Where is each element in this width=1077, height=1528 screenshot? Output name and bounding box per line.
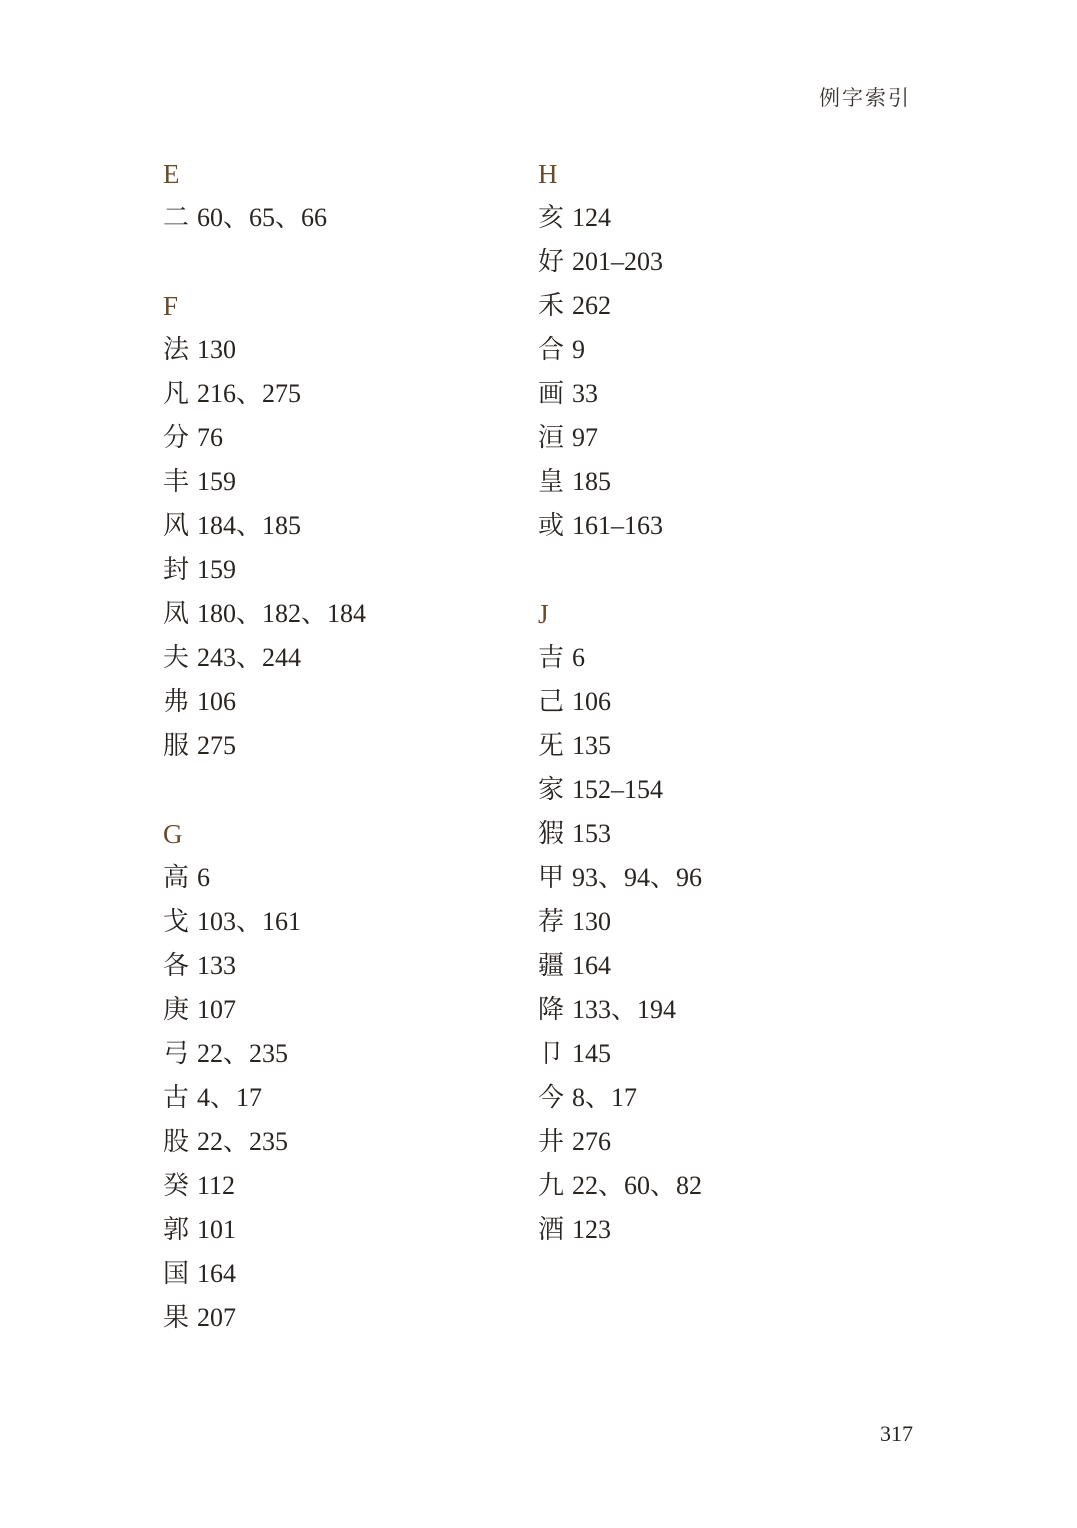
index-entry	[163, 372, 503, 416]
index-section	[163, 284, 503, 768]
entry-character: 合	[538, 335, 565, 365]
index-entry	[163, 504, 503, 548]
entry-character: 国	[163, 1259, 190, 1289]
index-entry	[163, 548, 503, 592]
entry-character: 降	[538, 995, 565, 1025]
index-entry	[163, 1076, 503, 1120]
entry-character: 己	[538, 687, 565, 717]
entry-pages: 22、235	[197, 1127, 289, 1156]
index-entry	[538, 900, 878, 944]
index-entry	[163, 1252, 503, 1296]
index-entry	[163, 988, 503, 1032]
index-entry	[163, 416, 503, 460]
entry-character: 洹	[538, 423, 565, 453]
index-entry	[538, 1164, 878, 1208]
entry-pages: 216、275	[197, 379, 302, 408]
index-entry	[163, 724, 503, 768]
index-entry	[538, 988, 878, 1032]
entry-character: 封	[163, 555, 190, 585]
entry-pages: 164	[572, 951, 612, 980]
entry-pages: 6	[572, 643, 586, 672]
index-entry	[538, 944, 878, 988]
index-entry	[163, 944, 503, 988]
entry-character: 甲	[538, 863, 565, 893]
index-section	[163, 152, 503, 240]
entry-pages: 153	[572, 819, 612, 848]
entry-character: 癸	[163, 1171, 190, 1201]
index-section	[538, 592, 878, 1252]
index-entry	[538, 856, 878, 900]
entry-character: 弓	[163, 1039, 190, 1069]
section-letter: F	[163, 291, 179, 321]
entry-character: 好	[538, 247, 565, 277]
entry-pages: 93、94、96	[572, 863, 703, 892]
entry-pages: 76	[197, 423, 224, 452]
entry-pages: 22、60、82	[572, 1171, 703, 1200]
entry-character: 吉	[538, 643, 565, 673]
entry-character: 皇	[538, 467, 565, 497]
entry-pages: 135	[572, 731, 612, 760]
entry-pages: 106	[197, 687, 237, 716]
entry-character: 法	[163, 335, 190, 365]
entry-character: 风	[163, 511, 190, 541]
index-entry	[163, 900, 503, 944]
index-entry	[538, 680, 878, 724]
entry-pages: 133、194	[572, 995, 677, 1024]
index-entry	[163, 196, 503, 240]
index-column-right	[538, 152, 878, 1296]
entry-character: 酒	[538, 1215, 565, 1245]
entry-character: 旡	[538, 731, 565, 761]
entry-character: 家	[538, 775, 565, 805]
entry-pages: 97	[572, 423, 599, 452]
entry-character: 今	[538, 1083, 565, 1113]
index-entry	[538, 416, 878, 460]
page-number: 317	[880, 1421, 913, 1446]
entry-character: 亥	[538, 203, 565, 233]
index-entry	[538, 240, 878, 284]
index-entry	[538, 504, 878, 548]
entry-character: 服	[163, 731, 190, 761]
entry-pages: 145	[572, 1039, 612, 1068]
entry-pages: 161–163	[572, 511, 664, 540]
entry-pages: 159	[197, 555, 237, 584]
index-entry	[538, 1032, 878, 1076]
entry-character: 九	[538, 1171, 565, 1201]
index-entry	[538, 1076, 878, 1120]
index-entry	[538, 768, 878, 812]
index-entry	[538, 284, 878, 328]
entry-character: 荐	[538, 907, 565, 937]
index-entry	[538, 724, 878, 768]
entry-character: 井	[538, 1127, 565, 1157]
entry-character: 果	[163, 1303, 190, 1333]
running-head: 例字索引	[819, 86, 911, 110]
index-entry	[163, 460, 503, 504]
entry-character: 郭	[163, 1215, 190, 1245]
entry-character: 凡	[163, 379, 190, 409]
section-letter: E	[163, 159, 180, 189]
index-entry	[163, 1208, 503, 1252]
section-letter: J	[538, 599, 549, 629]
index-entry	[538, 328, 878, 372]
entry-pages: 60、65、66	[197, 203, 328, 232]
section-letter: H	[538, 159, 558, 189]
index-entry	[163, 1032, 503, 1076]
entry-pages: 159	[197, 467, 237, 496]
entry-character: 丰	[163, 467, 190, 497]
entry-character: 股	[163, 1127, 190, 1157]
entry-pages: 164	[197, 1259, 237, 1288]
index-section	[538, 152, 878, 548]
entry-pages: 201–203	[572, 247, 664, 276]
entry-pages: 184、185	[197, 511, 302, 540]
index-entry	[538, 812, 878, 856]
index-entry	[538, 636, 878, 680]
entry-pages: 124	[572, 203, 612, 232]
entry-pages: 185	[572, 467, 612, 496]
index-entry	[538, 460, 878, 504]
index-section	[163, 812, 503, 1340]
entry-character: 画	[538, 379, 565, 409]
entry-pages: 123	[572, 1215, 612, 1244]
entry-character: 弗	[163, 687, 190, 717]
entry-pages: 207	[197, 1303, 237, 1332]
index-entry	[163, 856, 503, 900]
entry-pages: 243、244	[197, 643, 302, 672]
index-entry	[163, 1164, 503, 1208]
index-entry	[163, 592, 503, 636]
index-entry	[163, 1296, 503, 1340]
entry-pages: 9	[572, 335, 586, 364]
entry-character: 夫	[163, 643, 190, 673]
index-entry	[163, 328, 503, 372]
entry-character: 凤	[163, 599, 190, 629]
entry-character: 禾	[538, 291, 565, 321]
section-letter: G	[163, 819, 183, 849]
entry-pages: 107	[197, 995, 237, 1024]
entry-pages: 130	[572, 907, 612, 936]
entry-pages: 276	[572, 1127, 612, 1156]
entry-pages: 152–154	[572, 775, 664, 804]
entry-pages: 103、161	[197, 907, 302, 936]
entry-character: 卩	[538, 1039, 565, 1069]
entry-pages: 106	[572, 687, 612, 716]
entry-pages: 22、235	[197, 1039, 289, 1068]
entry-pages: 180、182、184	[197, 599, 367, 628]
index-entry	[538, 1208, 878, 1252]
entry-pages: 6	[197, 863, 211, 892]
entry-pages: 262	[572, 291, 612, 320]
entry-character: 高	[163, 863, 190, 893]
index-entry	[163, 636, 503, 680]
entry-pages: 101	[197, 1215, 237, 1244]
entry-character: 或	[538, 511, 565, 541]
entry-character: 猳	[538, 819, 565, 849]
entry-character: 戈	[163, 907, 190, 937]
entry-character: 古	[163, 1083, 190, 1113]
entry-pages: 133	[197, 951, 237, 980]
index-entry	[163, 1120, 503, 1164]
index-entry	[538, 196, 878, 240]
entry-character: 庚	[163, 995, 190, 1025]
entry-pages: 33	[572, 379, 599, 408]
entry-character: 分	[163, 423, 190, 453]
index-entry	[163, 680, 503, 724]
index-entry	[538, 372, 878, 416]
index-entry	[538, 1120, 878, 1164]
index-column-left	[163, 152, 503, 1384]
entry-character: 各	[163, 951, 190, 981]
entry-pages: 8、17	[572, 1083, 638, 1112]
entry-pages: 275	[197, 731, 237, 760]
entry-pages: 4、17	[197, 1083, 263, 1112]
entry-character: 疆	[538, 951, 565, 981]
entry-character: 二	[163, 203, 190, 233]
entry-pages: 130	[197, 335, 237, 364]
entry-pages: 112	[197, 1171, 236, 1200]
